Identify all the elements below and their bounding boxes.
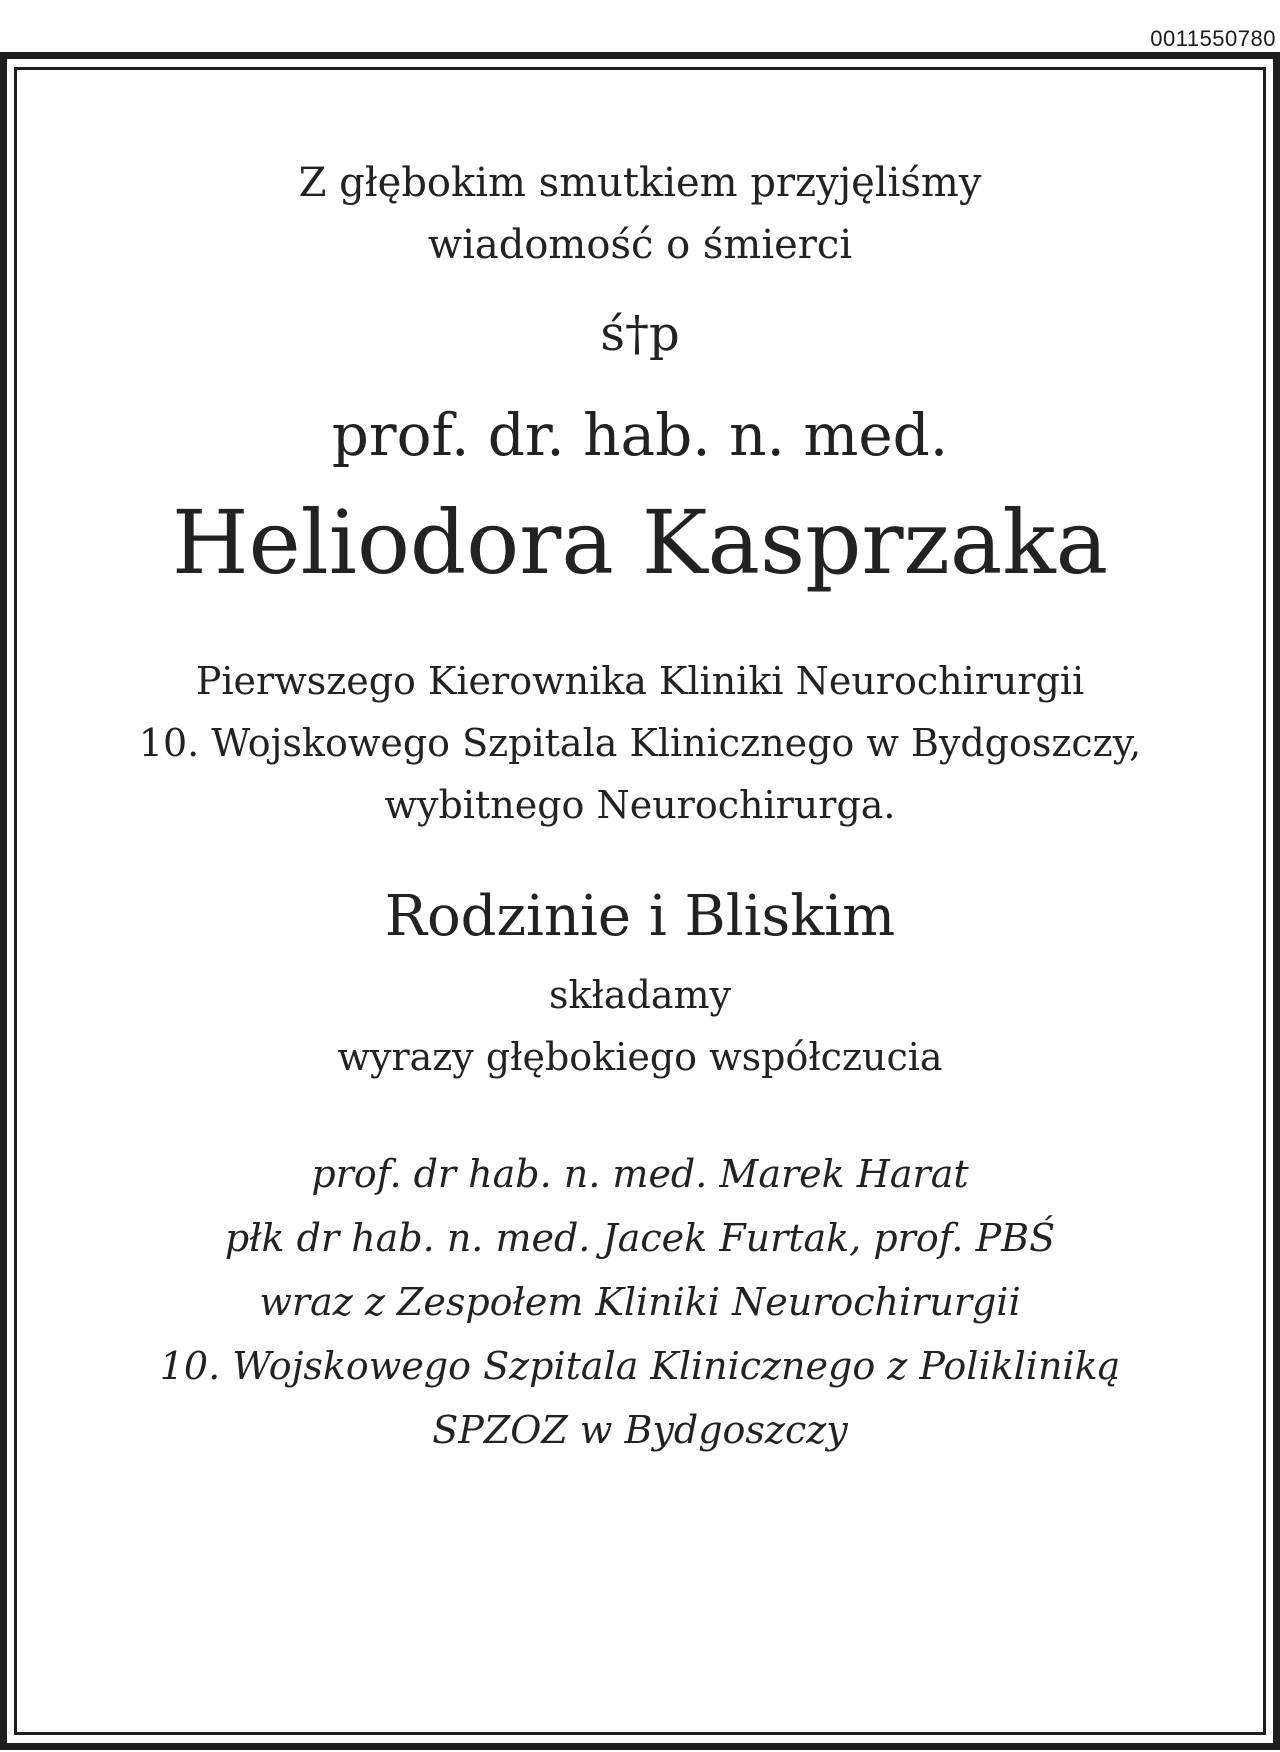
intro-line-1: Z głębokim smutkiem przyjęliśmy xyxy=(298,160,982,206)
condolences-line-2: wyrazy głębokiego współczucia xyxy=(337,1035,943,1079)
signatures-block xyxy=(17,1142,1263,1462)
signature-line-5: SPZOZ w Bydgoszczy xyxy=(432,1408,848,1452)
position-line-3: wybitnego Neurochirurga. xyxy=(384,783,896,827)
intro-line-2: wiadomość o śmierci xyxy=(427,222,853,268)
cross-symbol: ś†p xyxy=(600,306,680,362)
deceased-title: prof. dr. hab. n. med. xyxy=(331,401,949,469)
reference-number: 0011550780 xyxy=(1150,26,1276,51)
position-line-1: Pierwszego Kierownika Kliniki Neurochirurgii xyxy=(195,659,1085,703)
signature-line-4: 10. Wojskowego Szpitala Klinicznego z Polikliniką xyxy=(159,1344,1121,1388)
signature-line-1: prof. dr hab. n. med. Marek Harat xyxy=(311,1152,969,1196)
deceased-name: Heliodora Kasprzaka xyxy=(171,491,1109,594)
signature-line-3: wraz z Zespołem Kliniki Neurochirurgii xyxy=(259,1280,1021,1324)
deceased-position xyxy=(17,650,1263,836)
condolences-text xyxy=(17,964,1263,1088)
position-line-2: 10. Wojskowego Szpitala Klinicznego w Bydgoszczy, xyxy=(138,721,1142,765)
obituary-content xyxy=(17,70,1263,1462)
condolences-line-1: składamy xyxy=(549,973,731,1017)
signature-line-2: płk dr hab. n. med. Jacek Furtak, prof. PBŚ xyxy=(224,1216,1056,1260)
family-heading: Rodzinie i Bliskim xyxy=(384,884,896,949)
intro-text xyxy=(17,152,1263,276)
